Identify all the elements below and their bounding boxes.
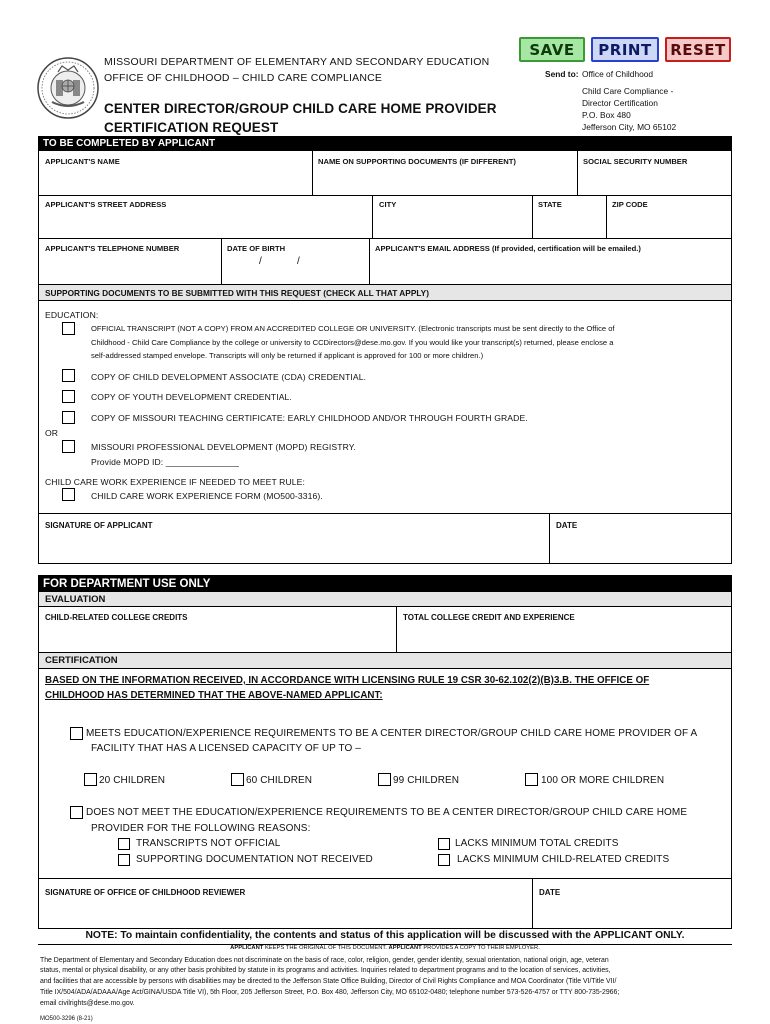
email-label: APPLICANT'S EMAIL ADDRESS (If provided, certification will be emailed.) <box>375 244 641 253</box>
applicant-name-field[interactable] <box>40 167 310 193</box>
department-name: MISSOURI DEPARTMENT OF ELEMENTARY AND SECONDARY EDUCATION <box>104 56 490 68</box>
supporting-name-label: NAME ON SUPPORTING DOCUMENTS (IF DIFFERENT) <box>318 157 516 166</box>
documentation-not-received-label: SUPPORTING DOCUMENTATION NOT RECEIVED <box>136 854 373 865</box>
department-use-header: FOR DEPARTMENT USE ONLY <box>38 575 732 592</box>
street-address-label: APPLICANT'S STREET ADDRESS <box>45 200 167 209</box>
supporting-docs-header-text: SUPPORTING DOCUMENTS TO BE SUBMITTED WITH THIS REQUEST (CHECK ALL THAT APPLY) <box>45 288 429 298</box>
date-of-birth-field[interactable] <box>223 254 367 283</box>
print-button[interactable]: PRINT <box>591 37 659 62</box>
teaching-certificate-checkbox[interactable] <box>62 411 75 424</box>
send-to-line2: Child Care Compliance - <box>582 86 674 96</box>
reviewer-date-field[interactable] <box>534 900 730 927</box>
documentation-not-received-checkbox[interactable] <box>118 854 130 866</box>
legal-line5: email civilrights@dese.mo.gov. <box>40 1000 135 1007</box>
supporting-docs-header <box>38 285 732 301</box>
street-address-field[interactable] <box>40 210 370 236</box>
email-field[interactable] <box>371 254 730 283</box>
capacity-100-checkbox[interactable] <box>525 773 538 786</box>
mopd-checkbox[interactable] <box>62 440 75 453</box>
education-label: EDUCATION: <box>45 310 99 320</box>
work-experience-form-label: CHILD CARE WORK EXPERIENCE FORM (MO500-3316). <box>91 491 323 501</box>
transcript-checkbox[interactable] <box>62 322 75 335</box>
work-experience-label: CHILD CARE WORK EXPERIENCE IF NEEDED TO MEET RULE: <box>45 477 305 487</box>
legal-line2: status, mental or physical disability, or any other basis prohibited by statute in its programs and activities. Inquiries related to department programs and to the location of services, activities, <box>40 967 611 974</box>
transcripts-not-official-checkbox[interactable] <box>118 838 130 850</box>
office-name: OFFICE OF CHILDHOOD – CHILD CARE COMPLIANCE <box>104 72 383 84</box>
missouri-seal-icon <box>36 56 100 120</box>
send-to-line3: Director Certification <box>582 98 658 108</box>
state-label: STATE <box>538 200 562 209</box>
applicant-signature-field[interactable] <box>40 533 547 562</box>
capacity-99-label: 99 CHILDREN <box>393 775 460 786</box>
transcripts-not-official-label: TRANSCRIPTS NOT OFFICIAL <box>136 838 281 849</box>
cda-checkbox[interactable] <box>62 369 75 382</box>
save-button[interactable]: SAVE <box>519 37 585 62</box>
total-credit-label: TOTAL COLLEGE CREDIT AND EXPERIENCE <box>403 613 575 622</box>
city-label: CITY <box>379 200 397 209</box>
telephone-label: APPLICANT'S TELEPHONE NUMBER <box>45 244 180 253</box>
cda-label: COPY OF CHILD DEVELOPMENT ASSOCIATE (CDA) CREDENTIAL. <box>91 372 367 382</box>
send-to-line4: P.O. Box 480 <box>582 110 631 120</box>
send-to-label: Send to: <box>545 69 579 79</box>
applicant-date-label: DATE <box>556 521 578 530</box>
legal-line4: Title IX/504/ADA/ADAAA/Age Act/GINA/USDA Title VI), 5th Floor, 205 Jefferson Street, P.O. Box 480, Jefferson City, MO 65102-0480; telephone number 573-526-4757 or TTY 800-735-2966; <box>40 989 620 996</box>
form-id: MO500-3296 (8-21) <box>40 1016 93 1022</box>
send-to-line1: Office of Childhood <box>582 69 654 79</box>
reset-button[interactable]: RESET <box>665 37 731 62</box>
capacity-100-label: 100 OR MORE CHILDREN <box>541 775 665 786</box>
teaching-certificate-label: COPY OF MISSOURI TEACHING CERTIFICATE: EARLY CHILDHOOD AND/OR THROUGH FOURTH GRADE. <box>91 413 528 423</box>
mopd-id-field[interactable] <box>178 455 262 468</box>
zip-code-field[interactable] <box>608 210 730 236</box>
capacity-60-checkbox[interactable] <box>231 773 244 786</box>
legal-line1: The Department of Elementary and Secondary Education does not discriminate on the basis of race, color, religion, gender, gender identity, sexual orientation, national origin, age, veteran <box>40 957 609 964</box>
copy-instructions <box>38 945 732 951</box>
transcript-line3: self-addressed stamped envelope. Transcripts will only be returned if applicant is approved for 100 or more children.) <box>91 351 484 360</box>
reviewer-signature-field[interactable] <box>40 900 530 927</box>
transcript-line2: Childhood - Child Care Compliance by the college or university to CCDirectors@dese.mo.gov. If you would like your transcript(s) returned, please enclose a <box>91 338 614 347</box>
does-not-meet-line2: PROVIDER FOR THE FOLLOWING REASONS: <box>91 823 311 834</box>
applicant-name-label: APPLICANT'S NAME <box>45 157 120 166</box>
child-related-credits-field[interactable] <box>40 625 394 651</box>
total-credit-field[interactable] <box>398 625 730 651</box>
capacity-99-checkbox[interactable] <box>378 773 391 786</box>
zip-code-label: ZIP CODE <box>612 200 648 209</box>
transcript-line1: OFFICIAL TRANSCRIPT (NOT A COPY) FROM AN ACCREDITED COLLEGE OR UNIVERSITY. (Electronic transcripts must be sent directly to the Office of <box>91 324 615 333</box>
copy-instructions-a: APPLICANT <box>230 945 264 951</box>
date-of-birth-sep2: / <box>297 256 300 267</box>
or-label: OR <box>45 428 59 438</box>
youth-credential-checkbox[interactable] <box>62 390 75 403</box>
evaluation-header <box>38 592 732 607</box>
city-field[interactable] <box>374 210 530 236</box>
form-title-line2: CERTIFICATION REQUEST <box>104 120 279 135</box>
certification-statement-line2: CHILDHOOD HAS DETERMINED THAT THE ABOVE-NAMED APPLICANT: <box>45 690 383 701</box>
ssn-label: SOCIAL SECURITY NUMBER <box>583 157 688 166</box>
applicant-section-header: TO BE COMPLETED BY APPLICANT <box>38 136 732 151</box>
lacks-child-credits-checkbox[interactable] <box>438 854 450 866</box>
applicant-date-field[interactable] <box>551 533 730 562</box>
date-of-birth-sep1: / <box>259 256 262 267</box>
mopd-id-label: Provide MOPD ID: _______________ <box>91 457 239 467</box>
capacity-60-label: 60 CHILDREN <box>246 775 313 786</box>
copy-instructions-d: PROVIDES A COPY TO THEIR EMPLOYER. <box>421 945 540 951</box>
date-of-birth-label: DATE OF BIRTH <box>227 244 286 253</box>
does-not-meet-checkbox[interactable] <box>70 806 83 819</box>
send-to-line5: Jefferson City, MO 65102 <box>582 122 677 132</box>
form-title-line1: CENTER DIRECTOR/GROUP CHILD CARE HOME PROVIDER <box>104 101 497 116</box>
work-experience-checkbox[interactable] <box>62 488 75 501</box>
lacks-child-credits-label: LACKS MINIMUM CHILD-RELATED CREDITS <box>457 854 670 865</box>
supporting-name-field[interactable] <box>314 167 575 193</box>
meets-requirements-line2: FACILITY THAT HAS A LICENSED CAPACITY OF UP TO – <box>91 743 361 754</box>
confidentiality-note: NOTE: To maintain confidentiality, the contents and status of this application will be discussed with the APPLICANT ONLY. <box>85 930 685 941</box>
meets-requirements-line1: MEETS EDUCATION/EXPERIENCE REQUIREMENTS TO BE A CENTER DIRECTOR/GROUP CHILD CARE HOME PROVIDER OF A <box>86 728 698 739</box>
child-related-credits-label: CHILD-RELATED COLLEGE CREDITS <box>45 613 188 622</box>
youth-credential-label: COPY OF YOUTH DEVELOPMENT CREDENTIAL. <box>91 392 292 402</box>
capacity-20-checkbox[interactable] <box>84 773 97 786</box>
does-not-meet-line1: DOES NOT MEET THE EDUCATION/EXPERIENCE REQUIREMENTS TO BE A CENTER DIRECTOR/GROUP CHILD CARE HOME <box>86 807 688 818</box>
lacks-total-credits-checkbox[interactable] <box>438 838 450 850</box>
reviewer-signature-label: SIGNATURE OF OFFICE OF CHILDHOOD REVIEWER <box>45 888 246 897</box>
evaluation-header-text: EVALUATION <box>45 594 106 605</box>
certification-header <box>38 653 732 669</box>
copy-instructions-c: APPLICANT <box>388 945 422 951</box>
capacity-20-label: 20 CHILDREN <box>99 775 166 786</box>
lacks-total-credits-label: LACKS MINIMUM TOTAL CREDITS <box>455 838 619 849</box>
mopd-label: MISSOURI PROFESSIONAL DEVELOPMENT (MOPD) REGISTRY. <box>91 442 356 452</box>
certification-header-text: CERTIFICATION <box>45 655 118 666</box>
certification-statement-line1: BASED ON THE INFORMATION RECEIVED, IN ACCORDANCE WITH LICENSING RULE 19 CSR 30-62.102(2)(B)3.B. THE OFFICE OF <box>45 675 650 686</box>
meets-requirements-checkbox[interactable] <box>70 727 83 740</box>
state-field[interactable] <box>534 210 604 236</box>
applicant-signature-label: SIGNATURE OF APPLICANT <box>45 521 153 530</box>
legal-line3: and facilities that are accessible by persons with disabilities may be directed to the Jefferson State Office Building, Director of Civil Rights Compliance and MOA Coordinator (Title VI/Title VII/ <box>40 978 617 985</box>
copy-instructions-b: KEEPS THE ORIGINAL OF THIS DOCUMENT. <box>263 945 389 951</box>
telephone-field[interactable] <box>40 254 219 283</box>
reviewer-date-label: DATE <box>539 888 561 897</box>
ssn-field[interactable] <box>579 167 730 193</box>
